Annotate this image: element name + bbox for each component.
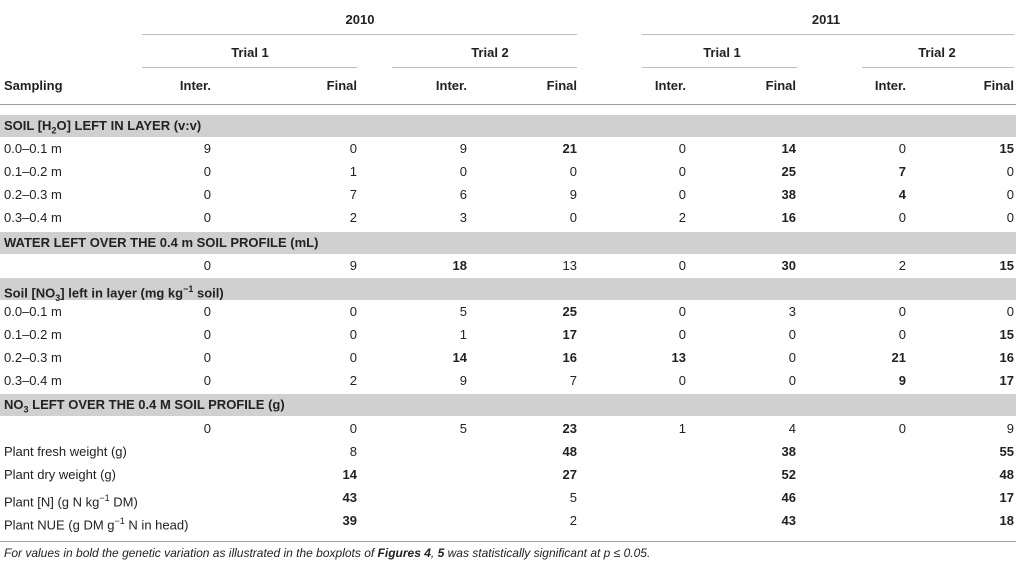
col-header: Inter.	[874, 78, 906, 93]
table-cell: 17	[562, 327, 577, 342]
table-cell: 0	[1006, 187, 1014, 202]
table-cell: 0	[203, 421, 211, 436]
table-cell: 5	[569, 490, 577, 505]
table-cell: 0	[1006, 164, 1014, 179]
table-cell: 0	[678, 258, 686, 273]
section-band-water	[0, 232, 1016, 254]
table-cell: 0	[898, 327, 906, 342]
table-cell: 0	[788, 350, 796, 365]
section-label-no3-profile: $NO_3$ LEFT OVER THE 0.4 M SOIL PROFILE (g)	[4, 397, 285, 415]
section-label-water: WATER LEFT OVER THE 0.4 m SOIL PROFILE (mL)	[4, 235, 319, 250]
table-cell: 3	[788, 304, 796, 319]
table-cell: 38	[781, 444, 796, 459]
table-cell: 25	[781, 164, 796, 179]
table-cell: 17	[999, 373, 1014, 388]
table-cell: 0	[898, 304, 906, 319]
table-cell: 0	[678, 164, 686, 179]
table-cell: 2	[349, 373, 357, 388]
table-cell: 0	[1006, 304, 1014, 319]
table-cell: 18	[999, 513, 1014, 528]
trial-header-2010-1: Trial 1	[231, 45, 269, 60]
table-cell: 2	[569, 513, 577, 528]
table-cell: 0	[678, 187, 686, 202]
table-cell: 0	[203, 327, 211, 342]
table-cell: 0	[569, 210, 577, 225]
table-cell: 0	[898, 210, 906, 225]
section-label-soil-h2o: SOIL $[H_2O]$ LEFT IN LAYER (v:v)	[4, 118, 202, 136]
row-label: 0.2–0.3 m	[4, 187, 62, 202]
row-label: 0.3–0.4 m	[4, 373, 62, 388]
table-cell: 15	[999, 327, 1014, 342]
table-cell: 48	[562, 444, 577, 459]
col-header: Final	[765, 78, 796, 93]
table-cell: 1	[349, 164, 357, 179]
row-label: 0.3–0.4 m	[4, 210, 62, 225]
col-header: Inter.	[179, 78, 211, 93]
row-label: Plant dry weight (g)	[4, 467, 116, 482]
table-cell: 0	[349, 421, 357, 436]
table-cell: 4	[898, 187, 906, 202]
row-label: 0.0–0.1 m	[4, 141, 62, 156]
year-2011-rule	[642, 34, 1014, 35]
table-cell: 0	[1006, 210, 1014, 225]
trial-rule	[392, 67, 577, 68]
table-cell: 43	[781, 513, 796, 528]
table-cell: 0	[203, 164, 211, 179]
col-header: Final	[546, 78, 577, 93]
table-cell: 14	[342, 467, 357, 482]
trial-header-2011-1: Trial 1	[703, 45, 741, 60]
table-cell: 55	[999, 444, 1014, 459]
table-cell: 46	[781, 490, 796, 505]
table-cell: 0	[349, 304, 357, 319]
table-cell: 0	[788, 327, 796, 342]
table-cell: 52	[781, 467, 796, 482]
trial-header-2010-2: Trial 2	[471, 45, 509, 60]
table-cell: 0	[203, 258, 211, 273]
table-cell: 43	[342, 490, 357, 505]
table-cell: 2	[898, 258, 906, 273]
table-cell: 0	[203, 373, 211, 388]
table-cell: 5	[459, 304, 467, 319]
section-band-no3-profile	[0, 394, 1016, 416]
table-cell: 25	[562, 304, 577, 319]
table-cell: 13	[671, 350, 686, 365]
table-cell: 1	[678, 421, 686, 436]
col-header: Final	[326, 78, 357, 93]
section-band-soil-h2o	[0, 115, 1016, 137]
row-label: Plant [N] (g N $kg^{-1}$ DM)	[4, 493, 138, 510]
table-cell: 14	[452, 350, 467, 365]
table-cell: 9	[1006, 421, 1014, 436]
table-cell: 16	[999, 350, 1014, 365]
table-cell: 7	[569, 373, 577, 388]
table-cell: 1	[459, 327, 467, 342]
table-cell: 16	[781, 210, 796, 225]
section-label-soil-no3: Soil $[NO_3]$ left in layer (mg $kg^{-1}$ soil)	[4, 284, 224, 303]
table-cell: 0	[203, 187, 211, 202]
table-cell: 16	[562, 350, 577, 365]
table-cell: 48	[999, 467, 1014, 482]
table-cell: 9	[898, 373, 906, 388]
table-cell: 8	[349, 444, 357, 459]
table-cell: 0	[898, 141, 906, 156]
table-cell: 13	[562, 258, 577, 273]
table-cell: 9	[459, 373, 467, 388]
table-cell: 5	[459, 421, 467, 436]
table-cell: 6	[459, 187, 467, 202]
table-cell: 0	[678, 141, 686, 156]
row-label: 0.0–0.1 m	[4, 304, 62, 319]
table-cell: 15	[999, 141, 1014, 156]
table-cell: 23	[562, 421, 577, 436]
table-cell: 0	[349, 327, 357, 342]
table-cell: 0	[678, 304, 686, 319]
trial-header-2011-2: Trial 2	[918, 45, 956, 60]
table-cell: 0	[349, 141, 357, 156]
table-cell: 0	[203, 304, 211, 319]
table-cell: 9	[203, 141, 211, 156]
table-cell: 7	[898, 164, 906, 179]
table-cell: 0	[678, 327, 686, 342]
table-cell: 9	[569, 187, 577, 202]
row-label: Plant NUE (g DM $g^{-1}$ N in head)	[4, 516, 189, 533]
table-cell: 2	[678, 210, 686, 225]
row-label: 0.2–0.3 m	[4, 350, 62, 365]
table-cell: 17	[999, 490, 1014, 505]
table-cell: 9	[349, 258, 357, 273]
table-cell: 0	[678, 373, 686, 388]
table-cell: 7	[349, 187, 357, 202]
trial-rule	[142, 67, 357, 68]
table-cell: 2	[349, 210, 357, 225]
row-label: 0.1–0.2 m	[4, 164, 62, 179]
header-bottom-rule	[0, 104, 1016, 105]
table-cell: 0	[788, 373, 796, 388]
col-header: Inter.	[654, 78, 686, 93]
trial-rule	[862, 67, 1014, 68]
table-cell: 18	[452, 258, 467, 273]
table-cell: 3	[459, 210, 467, 225]
table-cell: 0	[349, 350, 357, 365]
table-cell: 21	[891, 350, 906, 365]
table-cell: 0	[203, 210, 211, 225]
row-label: 0.1–0.2 m	[4, 327, 62, 342]
row-label: Plant fresh weight (g)	[4, 444, 127, 459]
section-band-soil-no3	[0, 278, 1016, 303]
year-2011-header: 2011	[811, 12, 841, 27]
year-2010-header: 2010	[345, 12, 375, 27]
table-cell: 39	[342, 513, 357, 528]
footnote: For values in bold the genetic variation as illustrated in the boxplots of Figures 4, 5 was statistically significant at p ≤ 0.05.	[4, 546, 651, 560]
table-bottom-rule	[0, 541, 1016, 542]
col-header: Final	[983, 78, 1014, 93]
table-cell: 15	[999, 258, 1014, 273]
table-cell: 21	[562, 141, 577, 156]
table-cell: 0	[898, 421, 906, 436]
sampling-header: Sampling	[4, 78, 63, 93]
table-cell: 38	[781, 187, 796, 202]
table-cell: 0	[569, 164, 577, 179]
table-cell: 0	[459, 164, 467, 179]
table-cell: 30	[781, 258, 796, 273]
table-cell: 14	[781, 141, 796, 156]
table-cell: 4	[788, 421, 796, 436]
col-header: Inter.	[435, 78, 467, 93]
trial-rule	[642, 67, 797, 68]
table-cell: 27	[562, 467, 577, 482]
table-cell: 9	[459, 141, 467, 156]
table-cell: 0	[203, 350, 211, 365]
year-2010-rule	[142, 34, 577, 35]
